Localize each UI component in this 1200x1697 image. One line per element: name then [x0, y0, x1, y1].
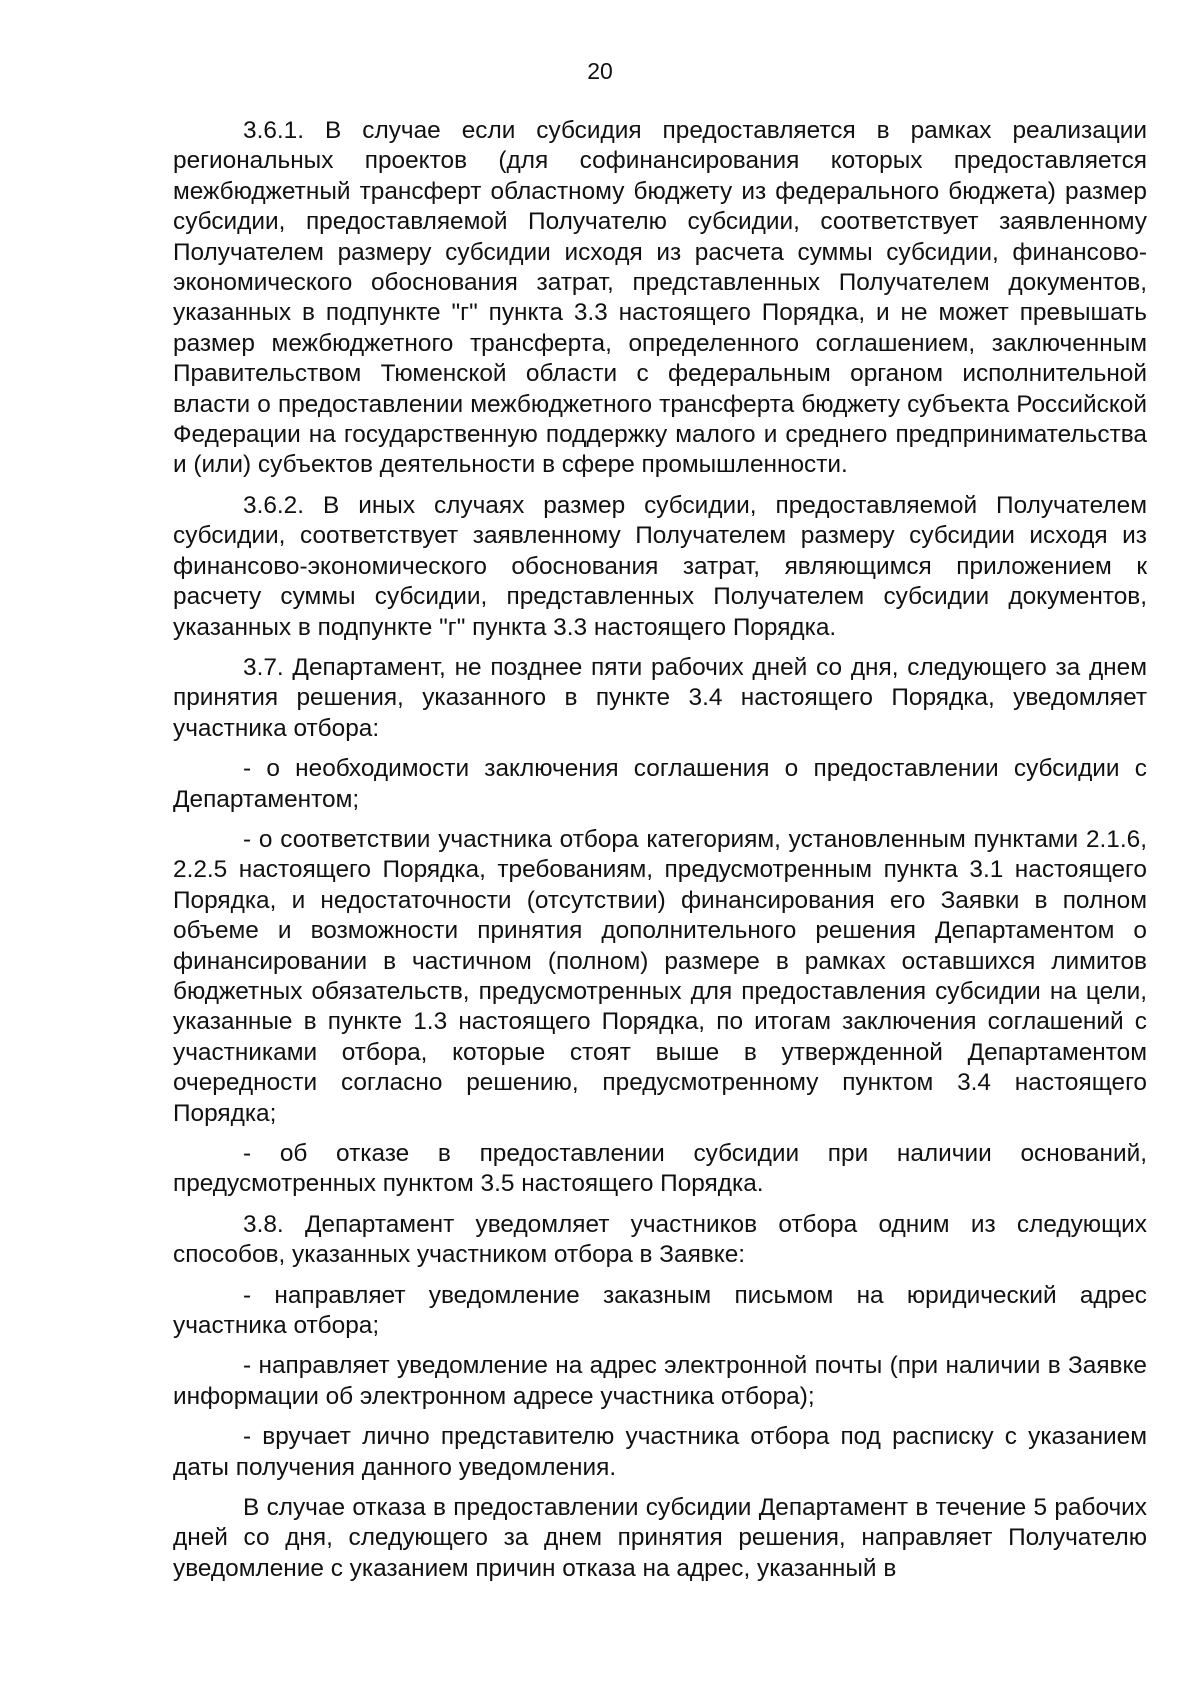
paragraph-3-7: 3.7. Департамент, не позднее пяти рабочих дней со дня, следующего за днем принятия решения, указанного в пункте 3.4 настоящего Порядка, уведомляет участника отбора: — [173, 653, 1147, 742]
list-item-email: - направляет уведомление на адрес электронной почты (при наличии в Заявке информации об электронном адресе участника отбора); — [173, 1352, 1147, 1410]
list-item-registered-mail: - направляет уведомление заказным письмом на юридический адрес участника отбора; — [173, 1281, 1147, 1340]
paragraph-refusal-case: В случае отказа в предоставлении субсидии Департамент в течение 5 рабочих дней со дня, следующего за днем принятия решения, направляет Получателю уведомление с указанием причин отказа на адрес, указанный в — [173, 1494, 1147, 1582]
list-item-agreement-notice: - о необходимости заключения соглашения о предоставлении субсидии с Департаментом; — [173, 755, 1147, 813]
page-number: 20 — [587, 58, 613, 84]
list-item-compliance-notice: - о соответствии участника отбора категориям, установленным пунктами 2.1.6, 2.2.5 настоящего Порядка, требованиям, предусмотренным пункта 3.1 настоящего Порядка, и недостаточности (отсутствии) финансирования его Заявки в полном объеме и возможности принятия дополнительного решения Департаментом о финансировании в частичном (полном) размере в рамках оставшихся лимитов бюджетных обязательств, предусмотренных для предоставления субсидии на цели, указанные в пункте 1.3 настоящего Порядка, по итогам заключения соглашений с участниками отбора, которые стоят выше в утвержденной Департаментом очередности согласно решению, предусмотренному пунктом 3.4 настоящего Порядка; — [173, 825, 1147, 1127]
paragraph-3-6-2: 3.6.2. В иных случаях размер субсидии, предоставляемой Получателем субсидии, соответствует заявленному Получателем размеру субсидии исходя из финансово-экономического обоснования затрат, являющимся приложением к расчету суммы субсидии, представленных Получателем субсидии документов, указанных в подпункте "г" пункта 3.3 настоящего Порядка. — [173, 491, 1147, 641]
list-item-refusal-notice: - об отказе в предоставлении субсидии при наличии оснований, предусмотренных пунктом 3.5 настоящего Порядка. — [173, 1140, 1147, 1198]
paragraph-3-8: 3.8. Департамент уведомляет участников отбора одним из следующих способов, указанных участником отбора в Заявке: — [173, 1210, 1147, 1269]
document-body — [173, 116, 1147, 1594]
list-item-hand-delivery: - вручает лично представителю участника отбора под расписку с указанием даты получения данного уведомления. — [173, 1423, 1147, 1481]
paragraph-3-6-1: 3.6.1. В случае если субсидия предоставляется в рамках реализации региональных проектов (для софинансирования которых предоставляется межбюджетный трансферт областному бюджету из федерального бюджета) размер субсидии, предоставляемой Получателю субсидии, соответствует заявленному Получателем размеру субсидии исходя из расчета суммы субсидии, финансово-экономического обоснования затрат, представленных Получателем документов, указанных в подпункте "г" пункта 3.3 настоящего Порядка, и не может превышать размер межбюджетного трансферта, определенного соглашением, заключенным Правительством Тюменской области с федеральным органом исполнительной власти о предоставлении межбюджетного трансферта бюджету субъекта Российской Федерации на государственную поддержку малого и среднего предпринимательства и (или) субъектов деятельности в сфере промышленности. — [173, 117, 1147, 479]
